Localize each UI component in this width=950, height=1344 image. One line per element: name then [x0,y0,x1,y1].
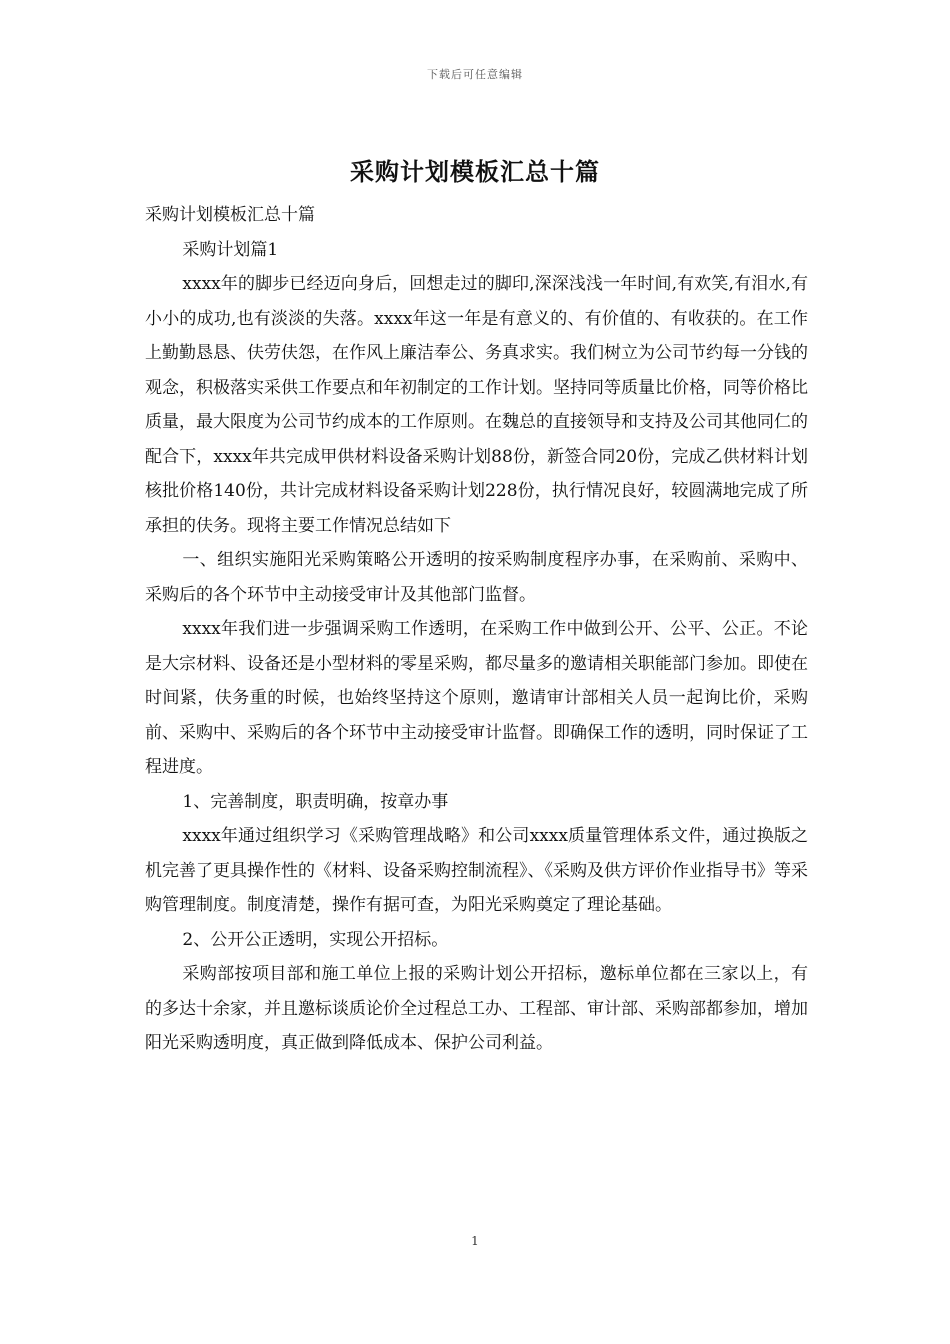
page-number: 1 [471,1234,479,1248]
list-heading: 2、公开公正透明，实现公开招标。 [182,929,449,950]
document-body [145,198,808,1061]
document-title: 采购计划模板汇总十篇 [350,157,600,186]
subtitle-paragraph: 采购计划模板汇总十篇 [145,205,315,225]
body-paragraph: xxxx年的脚步已经迈向身后，回想走过的脚印,深深浅浅一年时间,有欢笑,有泪水,有小小的成功,也有淡淡的失落。xxxx年这一年是有意义的、有价值的、有收获的。在工作上勤勤恳恳、伕劳伕怨，在作风上廉洁奉公、务真求实。我们树立为公司节约每一分钱的观念，积极落实采供工作要点和年初制定的工作计划。坚持同等质量比价格，同等价格比质量，最大限度为公司节约成本的工作原则。在魏总的直接领导和支持及公司其他同仁的配合下，xxxx年共完成甲供材料设备采购计划88份，新签合同20份，完成乙供材料计划核批价格140份，共计完成材料设备采购计划228份，执行情况良好，较圆满地完成了所承担的伕务。现将主要工作情况总结如下 [145,274,808,536]
body-paragraph: xxxx年我们进一步强调采购工作透明，在采购工作中做到公开、公平、公正。不论是大宗材料、设备还是小型材料的零星采购，都尽量多的邀请相关职能部门参加。即使在时间紧，伕务重的时候，也始终坚持这个原则，邀请审计部相关人员一起询比价，采购前、采购中、采购后的各个环节中主动接受审计监督。即确保工作的透明，同时保证了工程进度。 [145,619,808,777]
body-paragraph: 采购部按项目部和施工单位上报的采购计划公开招标，邀标单位都在三家以上，有的多达十余家，并且邀标谈质论价全过程总工办、工程部、审计部、采购部都参加，增加阳光采购透明度，真正做到降低成本、保护公司利益。 [145,964,808,1053]
body-paragraph: 一、组织实施阳光采购策略公开透明的按采购制度程序办事，在采购前、采购中、采购后的各个环节中主动接受审计及其他部门监督。 [145,550,808,605]
page-header-note: 下载后可任意编辑 [427,68,523,81]
list-heading: 1、完善制度，职责明确，按章办事 [182,791,449,812]
section-heading: 采购计划篇1 [182,239,279,260]
body-paragraph: xxxx年通过组织学习《采购管理战略》和公司xxxx质量管理体系文件，通过换版之机完善了更具操作性的《材料、设备采购控制流程》、《采购及供方评价作业指导书》等采购管理制度。制度清楚，操作有据可查，为阳光采购奠定了理论基础。 [145,826,808,915]
